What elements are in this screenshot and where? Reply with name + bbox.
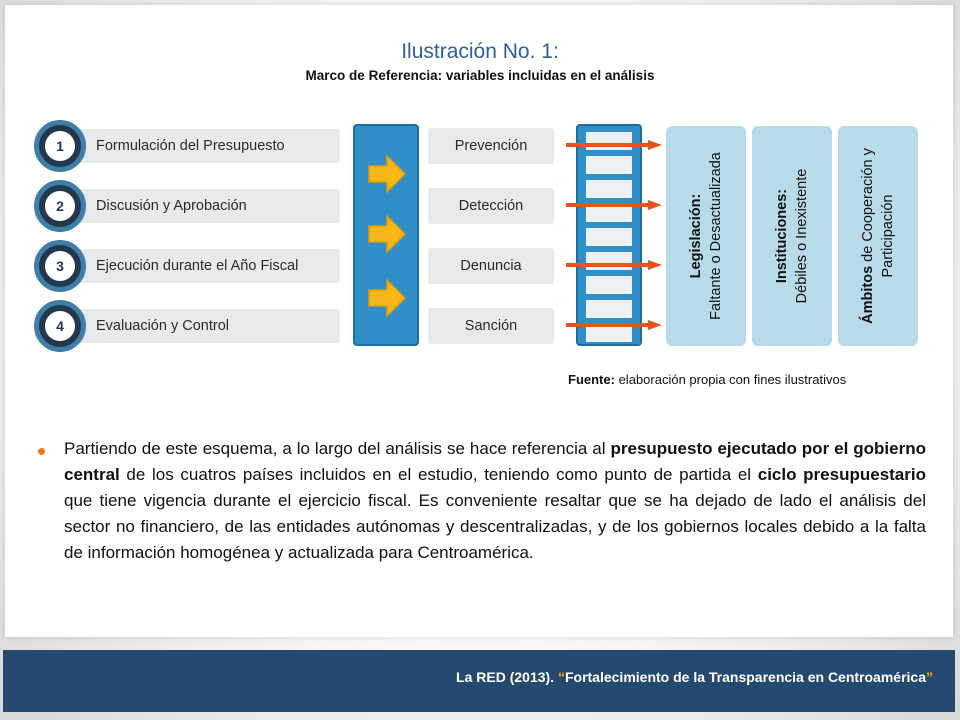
striped-column [576,124,642,346]
step-label: Ejecución durante el Año Fiscal [96,258,299,274]
red-arrow-icon [566,260,662,270]
strip [586,156,632,174]
step-number-circle [34,300,86,352]
stage-prevencion: Prevención [428,128,554,164]
step-number-circle [34,120,86,172]
step-3 [34,247,340,285]
red-arrow-icon [566,320,662,330]
source-text: elaboración propia con fines ilustrativos [618,372,847,387]
footer-open-quote: “ [557,669,565,685]
variable-ambitos-text: de Cooperación y Participación [860,148,896,278]
step-label: Formulación del Presupuesto [96,138,285,154]
red-arrow-icon [566,200,662,210]
stage-deteccion: Detección [428,188,554,224]
variable-instituciones [752,126,832,346]
red-arrow-icon [566,140,662,150]
arrow-column [353,124,419,346]
step-1 [34,127,340,165]
strip [586,276,632,294]
stage-sancion: Sanción [428,308,554,344]
step-number: 3 [45,251,75,281]
illustration-subtitle: Marco de Referencia: variables incluidas en el análisis [305,68,655,83]
variable-ambitos-bold: Ámbitos [860,265,876,324]
strip [586,300,632,318]
footer-bar [3,650,955,712]
step-number: 1 [45,131,75,161]
paragraph-text: de los cuatros países incluidos en el estudio, teniendo como punto de partida el [119,465,758,484]
yellow-arrow-icon [367,214,407,254]
variable-instituciones-bold: Instituciones: [774,188,790,284]
strip [586,228,632,246]
variable-instituciones-text: Débiles o Inexistente [794,168,810,304]
step-number: 4 [45,311,75,341]
strip [586,180,632,198]
stage-denuncia: Denuncia [428,248,554,284]
step-number-circle [34,180,86,232]
yellow-arrow-icon [367,154,407,194]
step-2 [34,187,340,225]
paragraph-bold: ciclo presupuestario [757,465,926,484]
step-label: Evaluación y Control [96,318,229,334]
step-4 [34,307,340,345]
variable-legislacion [666,126,746,346]
footer-title: Fortalecimiento de la Transparencia en Centroamérica [564,669,926,685]
illustration-title: Ilustración No. 1: [401,40,559,63]
variable-legislacion-bold: Legislación: [688,193,704,279]
source-label: Fuente: [568,372,615,387]
source-note [568,372,846,387]
variable-ambitos [838,126,918,346]
footer-close-quote: ” [926,669,933,685]
paragraph-bold: presupuesto ejecutado por el gobierno central [64,439,926,484]
yellow-arrow-icon [367,278,407,318]
variable-legislacion-text: Faltante o Desactualizada [708,152,724,320]
step-number-circle [34,240,86,292]
body-paragraph [38,436,926,566]
step-label: Discusión y Aprobación [96,198,247,214]
footer-prefix: La RED (2013). [456,669,558,685]
paragraph-text: que tiene vigencia durante el ejercicio fiscal. Es conveniente resaltar que se ha dejado de lado el análisis del sector no financiero, de las entidades autónomas y descentralizadas, y de los gobiernos locales debido a la falta de información homogénea y actualizada para Centroamérica. [64,491,926,562]
step-number: 2 [45,191,75,221]
paragraph-text: Partiendo de este esquema, a lo largo del análisis se hace referencia al [64,439,611,458]
footer-citation [456,669,933,685]
